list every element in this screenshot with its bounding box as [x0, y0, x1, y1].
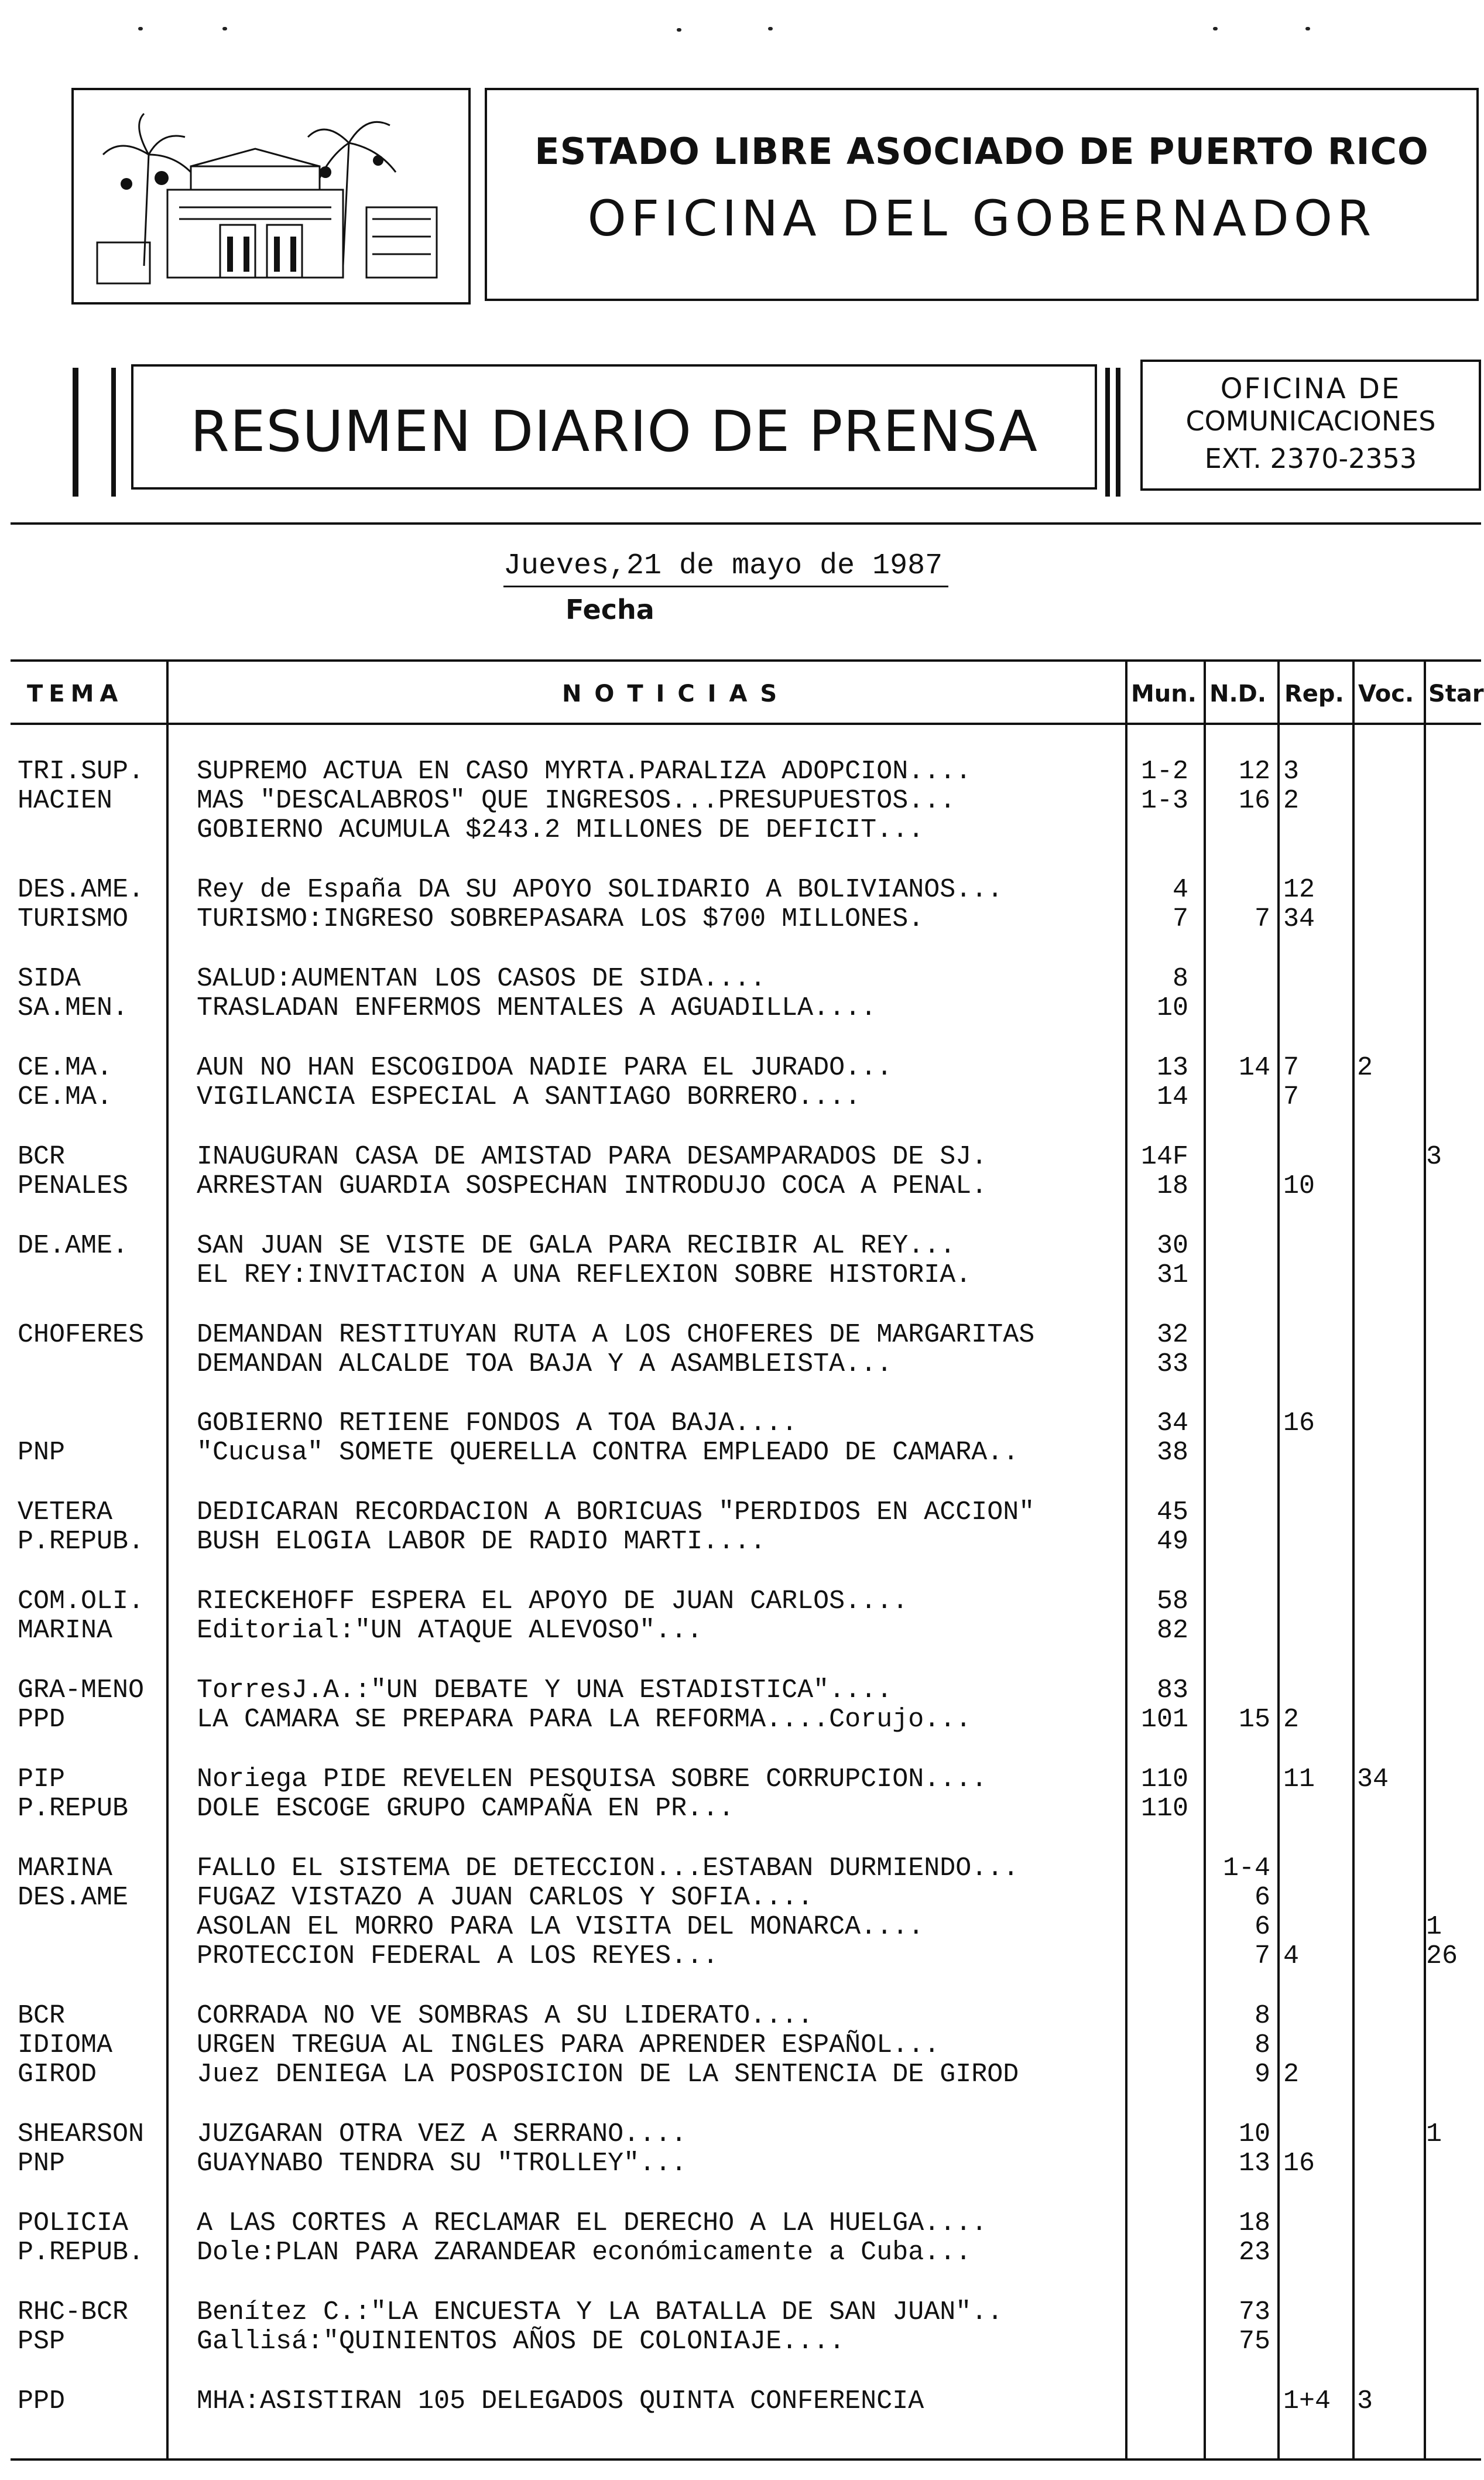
star-page-cell: 26: [1426, 1941, 1458, 1971]
banner-right-bar: [1105, 368, 1110, 497]
tema-cell: DES.AME.: [18, 875, 145, 905]
mun-page-cell: 38: [1156, 1438, 1188, 1468]
headline-cell: TorresJ.A.:"UN DEBATE Y UNA ESTADISTICA"....: [197, 1675, 893, 1705]
table-header-rule: [11, 723, 1481, 725]
mun-page-cell: 101: [1140, 1705, 1188, 1735]
col-divider-star: [1424, 659, 1426, 2461]
col-header-noticias: N O T I C I A S: [562, 680, 780, 707]
mun-page-cell: 49: [1156, 1527, 1188, 1557]
mun-page-cell: 1-2: [1140, 757, 1188, 786]
tema-cell: P.REPUB: [18, 1794, 129, 1824]
tema-cell: DES.AME: [18, 1883, 129, 1913]
tema-cell: SIDA: [18, 964, 81, 994]
tema-cell: PENALES: [18, 1171, 129, 1201]
agency-name: ESTADO LIBRE ASOCIADO DE PUERTO RICO: [534, 130, 1429, 173]
tema-cell: P.REPUB.: [18, 2238, 145, 2267]
rep-page-cell: 12: [1283, 875, 1315, 905]
headline-cell: INAUGURAN CASA DE AMISTAD PARA DESAMPARADOS DE SJ.: [197, 1142, 988, 1172]
table-top-rule: [11, 659, 1481, 662]
scan-speck: [138, 27, 143, 30]
headline-cell: Editorial:"UN ATAQUE ALEVOSO"...: [197, 1616, 703, 1646]
governor-mansion-illustration: [74, 90, 468, 302]
voc-page-cell: 3: [1357, 2386, 1373, 2416]
office-name: OFICINA DEL GOBERNADOR: [587, 190, 1376, 247]
date-underline: [503, 586, 948, 587]
headline-cell: SAN JUAN SE VISTE DE GALA PARA RECIBIR AL REY...: [197, 1231, 956, 1261]
tema-cell: TRI.SUP.: [18, 757, 145, 786]
rep-page-cell: 3: [1283, 757, 1300, 786]
tema-cell: PSP: [18, 2327, 66, 2356]
tema-cell: SA.MEN.: [18, 993, 129, 1023]
headline-cell: TURISMO:INGRESO SOBREPASARA LOS $700 MILLONES.: [197, 904, 924, 934]
col-divider-tema: [166, 659, 169, 2461]
table-bottom-rule: [11, 2458, 1481, 2461]
nd-page-cell: 8: [1254, 2030, 1270, 2060]
rep-page-cell: 1+4: [1283, 2386, 1331, 2416]
tema-cell: CE.MA.: [18, 1053, 113, 1083]
mun-page-cell: 110: [1140, 1794, 1188, 1824]
nd-page-cell: 10: [1238, 2119, 1270, 2149]
tema-cell: MARINA: [18, 1853, 113, 1883]
mun-page-cell: 34: [1156, 1408, 1188, 1438]
headline-cell: Juez DENIEGA LA POSPOSICION DE LA SENTENCIA DE GIROD: [197, 2060, 1019, 2089]
nd-page-cell: 7: [1254, 1941, 1270, 1971]
logo-box: [71, 88, 471, 305]
tema-cell: RHC-BCR: [18, 2297, 129, 2327]
headline-cell: A LAS CORTES A RECLAMAR EL DERECHO A LA HUELGA....: [197, 2208, 988, 2238]
mun-page-cell: 30: [1156, 1231, 1188, 1261]
mun-page-cell: 33: [1156, 1349, 1188, 1379]
headline-cell: GOBIERNO RETIENE FONDOS A TOA BAJA....: [197, 1408, 798, 1438]
headline-cell: SALUD:AUMENTAN LOS CASOS DE SIDA....: [197, 964, 766, 994]
tema-cell: CHOFERES: [18, 1320, 145, 1350]
headline-cell: DEDICARAN RECORDACION A BORICUAS "PERDIDOS EN ACCION": [197, 1497, 1035, 1527]
headline-cell: MAS "DESCALABROS" QUE INGRESOS...PRESUPUESTOS...: [197, 786, 956, 816]
star-page-cell: 3: [1426, 1142, 1442, 1172]
comms-extension: EXT. 2370-2353: [1204, 443, 1417, 474]
headline-cell: GOBIERNO ACUMULA $243.2 MILLONES DE DEFICIT...: [197, 815, 924, 845]
publication-title-box: [131, 364, 1097, 490]
mun-page-cell: 58: [1156, 1586, 1188, 1616]
nd-page-cell: 73: [1238, 2297, 1270, 2327]
mun-page-cell: 14: [1156, 1082, 1188, 1112]
nd-page-cell: 7: [1254, 904, 1270, 934]
mun-page-cell: 4: [1172, 875, 1188, 905]
tema-cell: PNP: [18, 2149, 66, 2178]
tema-cell: MARINA: [18, 1616, 113, 1646]
col-divider-rep: [1277, 659, 1280, 2461]
mun-page-cell: 8: [1172, 964, 1188, 994]
headline-cell: TRASLADAN ENFERMOS MENTALES A AGUADILLA....: [197, 993, 877, 1023]
nd-page-cell: 9: [1254, 2060, 1270, 2089]
header-divider: [11, 522, 1481, 525]
mun-page-cell: 32: [1156, 1320, 1188, 1350]
nd-page-cell: 16: [1238, 786, 1270, 816]
mun-page-cell: 10: [1156, 993, 1188, 1023]
tema-cell: BCR: [18, 1142, 66, 1172]
nd-page-cell: 12: [1238, 757, 1270, 786]
tema-cell: DE.AME.: [18, 1231, 129, 1261]
nd-page-cell: 15: [1238, 1705, 1270, 1735]
nd-page-cell: 1-4: [1222, 1853, 1270, 1883]
tema-cell: TURISMO: [18, 904, 129, 934]
tema-cell: GRA-MENO: [18, 1675, 145, 1705]
star-page-cell: 1: [1426, 2119, 1442, 2149]
tema-cell: CE.MA.: [18, 1082, 113, 1112]
col-header-star: Star: [1428, 680, 1484, 707]
col-header-nd: N.D.: [1209, 680, 1267, 707]
rep-page-cell: 10: [1283, 1171, 1315, 1201]
scan-speck: [677, 28, 681, 32]
mun-page-cell: 31: [1156, 1260, 1188, 1290]
headline-cell: AUN NO HAN ESCOGIDOA NADIE PARA EL JURADO...: [197, 1053, 893, 1083]
publication-title: RESUMEN DIARIO DE PRENSA: [190, 399, 1038, 464]
nd-page-cell: 6: [1254, 1912, 1270, 1942]
tema-cell: PIP: [18, 1764, 66, 1794]
headline-cell: "Cucusa" SOMETE QUERELLA CONTRA EMPLEADO DE CAMARA..: [197, 1438, 1019, 1468]
col-header-rep: Rep.: [1284, 680, 1344, 707]
scan-speck: [1305, 27, 1310, 30]
mun-page-cell: 1-3: [1140, 786, 1188, 816]
nd-page-cell: 23: [1238, 2238, 1270, 2267]
headline-cell: CORRADA NO VE SOMBRAS A SU LIDERATO....: [197, 2001, 814, 2031]
headline-cell: GUAYNABO TENDRA SU "TROLLEY"...: [197, 2149, 687, 2178]
tema-cell: BCR: [18, 2001, 66, 2031]
headline-cell: ARRESTAN GUARDIA SOSPECHAN INTRODUJO COCA A PENAL.: [197, 1171, 988, 1201]
headline-cell: SUPREMO ACTUA EN CASO MYRTA.PARALIZA ADOPCION....: [197, 757, 972, 786]
mun-page-cell: 82: [1156, 1616, 1188, 1646]
tema-cell: POLICIA: [18, 2208, 129, 2238]
comms-line2: COMUNICACIONES: [1185, 405, 1436, 437]
tema-cell: PPD: [18, 2386, 66, 2416]
headline-cell: FALLO EL SISTEMA DE DETECCION...ESTABAN DURMIENDO...: [197, 1853, 1019, 1883]
rep-page-cell: 2: [1283, 1705, 1300, 1735]
nd-page-cell: 13: [1238, 2149, 1270, 2178]
headline-cell: DEMANDAN RESTITUYAN RUTA A LOS CHOFERES DE MARGARITAS: [197, 1320, 1035, 1350]
headline-cell: DOLE ESCOGE GRUPO CAMPAÑA EN PR...: [197, 1794, 735, 1824]
col-header-voc: Voc.: [1358, 680, 1414, 707]
headline-cell: RIECKEHOFF ESPERA EL APOYO DE JUAN CARLOS....: [197, 1586, 909, 1616]
scan-speck: [768, 27, 773, 30]
mun-page-cell: 83: [1156, 1675, 1188, 1705]
scan-speck: [1213, 27, 1218, 30]
rep-page-cell: 2: [1283, 2060, 1300, 2089]
nd-page-cell: 75: [1238, 2327, 1270, 2356]
rep-page-cell: 16: [1283, 2149, 1315, 2178]
agency-title-box: [485, 88, 1479, 301]
mun-page-cell: 14F: [1140, 1142, 1188, 1172]
nd-page-cell: 8: [1254, 2001, 1270, 2031]
mun-page-cell: 7: [1172, 904, 1188, 934]
mun-page-cell: 110: [1140, 1764, 1188, 1794]
rep-page-cell: 4: [1283, 1941, 1300, 1971]
banner-left-bar: [73, 368, 78, 497]
star-page-cell: 1: [1426, 1912, 1442, 1942]
tema-cell: VETERA: [18, 1497, 113, 1527]
tema-cell: IDIOMA: [18, 2030, 113, 2060]
rep-page-cell: 11: [1283, 1764, 1315, 1794]
headline-cell: EL REY:INVITACION A UNA REFLEXION SOBRE HISTORIA.: [197, 1260, 972, 1290]
rep-page-cell: 16: [1283, 1408, 1315, 1438]
voc-page-cell: 2: [1357, 1053, 1373, 1083]
headline-cell: VIGILANCIA ESPECIAL A SANTIAGO BORRERO....: [197, 1082, 861, 1112]
headline-cell: JUZGARAN OTRA VEZ A SERRANO....: [197, 2119, 687, 2149]
rep-page-cell: 2: [1283, 786, 1300, 816]
tema-cell: COM.OLI.: [18, 1586, 145, 1616]
nd-page-cell: 6: [1254, 1883, 1270, 1913]
headline-cell: URGEN TREGUA AL INGLES PARA APRENDER ESPAÑOL...: [197, 2030, 940, 2060]
mun-page-cell: 18: [1156, 1171, 1188, 1201]
banner-left-bar: [111, 368, 116, 497]
headline-cell: DEMANDAN ALCALDE TOA BAJA Y A ASAMBLEISTA...: [197, 1349, 893, 1379]
rep-page-cell: 34: [1283, 904, 1315, 934]
mun-page-cell: 45: [1156, 1497, 1188, 1527]
headline-cell: FUGAZ VISTAZO A JUAN CARLOS Y SOFIA....: [197, 1883, 814, 1913]
col-divider-voc: [1352, 659, 1355, 2461]
headline-cell: Noriega PIDE REVELEN PESQUISA SOBRE CORRUPCION....: [197, 1764, 988, 1794]
report-date: Jueves,21 de mayo de 1987: [503, 549, 943, 583]
tema-cell: GIROD: [18, 2060, 97, 2089]
headline-cell: LA CAMARA SE PREPARA PARA LA REFORMA....Corujo...: [197, 1705, 972, 1735]
date-label: Fecha: [566, 594, 654, 625]
communications-box: [1140, 360, 1481, 491]
headline-cell: Benítez C.:"LA ENCUESTA Y LA BATALLA DE SAN JUAN"..: [197, 2297, 1003, 2327]
tema-cell: SHEARSON: [18, 2119, 145, 2149]
headline-cell: Rey de España DA SU APOYO SOLIDARIO A BOLIVIANOS...: [197, 875, 1003, 905]
headline-cell: BUSH ELOGIA LABOR DE RADIO MARTI....: [197, 1527, 766, 1557]
rep-page-cell: 7: [1283, 1053, 1300, 1083]
headline-cell: MHA:ASISTIRAN 105 DELEGADOS QUINTA CONFERENCIA: [197, 2386, 924, 2416]
headline-cell: Gallisá:"QUINIENTOS AÑOS DE COLONIAJE....: [197, 2327, 845, 2356]
col-header-mun: Mun.: [1131, 680, 1197, 707]
headline-cell: ASOLAN EL MORRO PARA LA VISITA DEL MONARCA....: [197, 1912, 924, 1942]
comms-line1: OFICINA DE: [1220, 372, 1401, 405]
headline-cell: PROTECCION FEDERAL A LOS REYES...: [197, 1941, 719, 1971]
scan-speck: [222, 27, 227, 30]
tema-cell: PPD: [18, 1705, 66, 1735]
tema-cell: HACIEN: [18, 786, 113, 816]
rep-page-cell: 7: [1283, 1082, 1300, 1112]
voc-page-cell: 34: [1357, 1764, 1389, 1794]
col-header-tema: TEMA: [27, 680, 124, 707]
banner-right-bar: [1116, 368, 1120, 497]
nd-page-cell: 14: [1238, 1053, 1270, 1083]
tema-cell: P.REPUB.: [18, 1527, 145, 1557]
nd-page-cell: 18: [1238, 2208, 1270, 2238]
mun-page-cell: 13: [1156, 1053, 1188, 1083]
tema-cell: PNP: [18, 1438, 66, 1468]
headline-cell: Dole:PLAN PARA ZARANDEAR económicamente a Cuba...: [197, 2238, 972, 2267]
